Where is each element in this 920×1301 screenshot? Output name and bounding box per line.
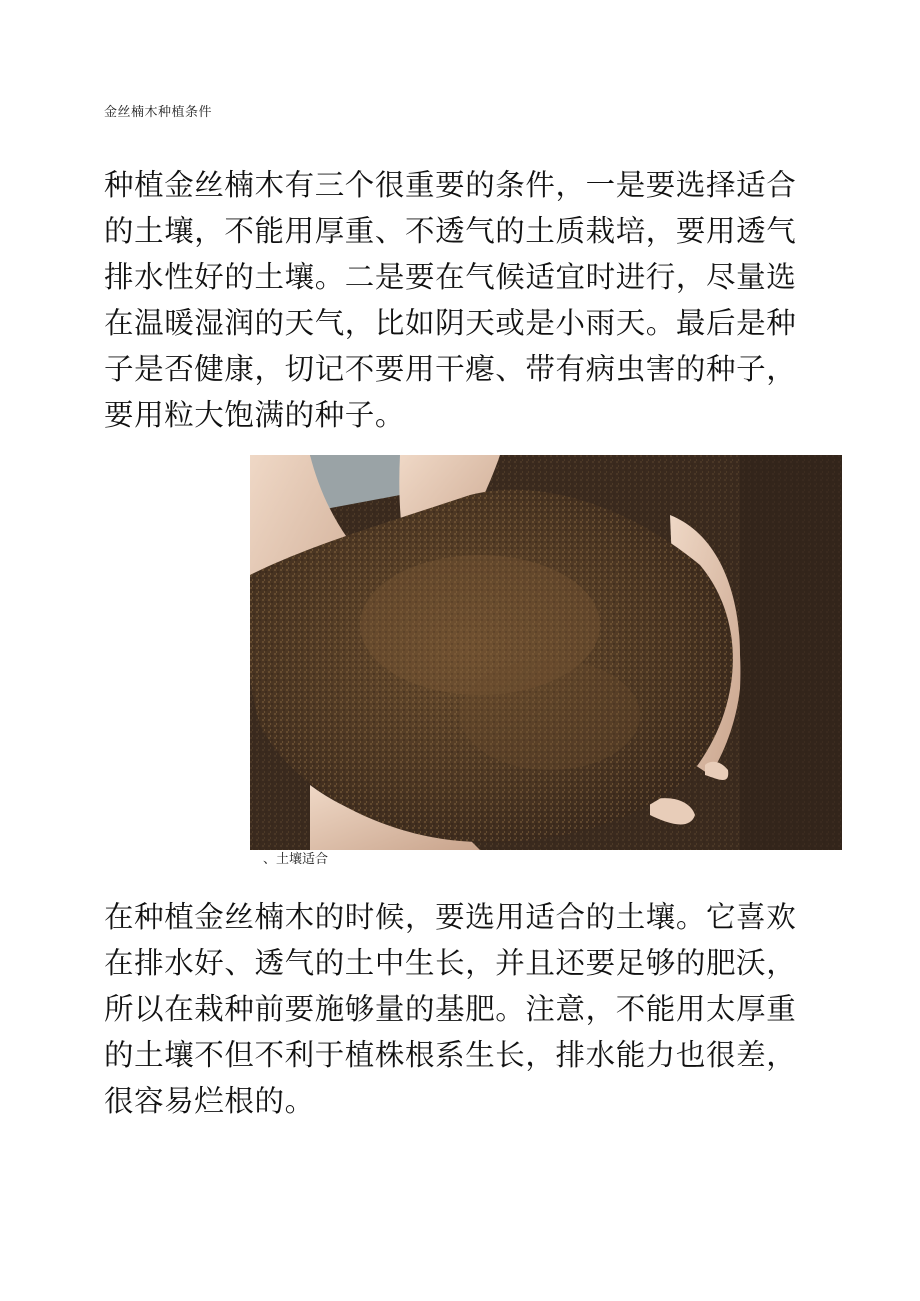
paragraph-conditions: 种植金丝楠木有三个很重要的条件，一是要选择适合的土壤，不能用厚重、不透气的土质栽培，要用透气排水性好的土壤。二是要在气候适宜时进行，尽量选在温暖湿润的天气，比如阴天或是小雨天。最后是种子是否健康，切记不要用干瘪、带有病虫害的种子，要用粒大饱满的种子。 xyxy=(104,168,797,432)
figure-caption: 、土壤适合 xyxy=(263,852,329,867)
document-title: 金丝楠木种植条件 xyxy=(104,105,213,120)
paragraph-soil: 在种植金丝楠木的时候，要选用适合的土壤。它喜欢在排水好、透气的土中生长，并且还要足够的肥沃，所以在栽种前要施够量的基肥。注意，不能用太厚重的土壤不但不利于植株根系生长，排水能力也很差，很容易烂根的。 xyxy=(104,900,797,1118)
soil-photo xyxy=(250,455,842,850)
